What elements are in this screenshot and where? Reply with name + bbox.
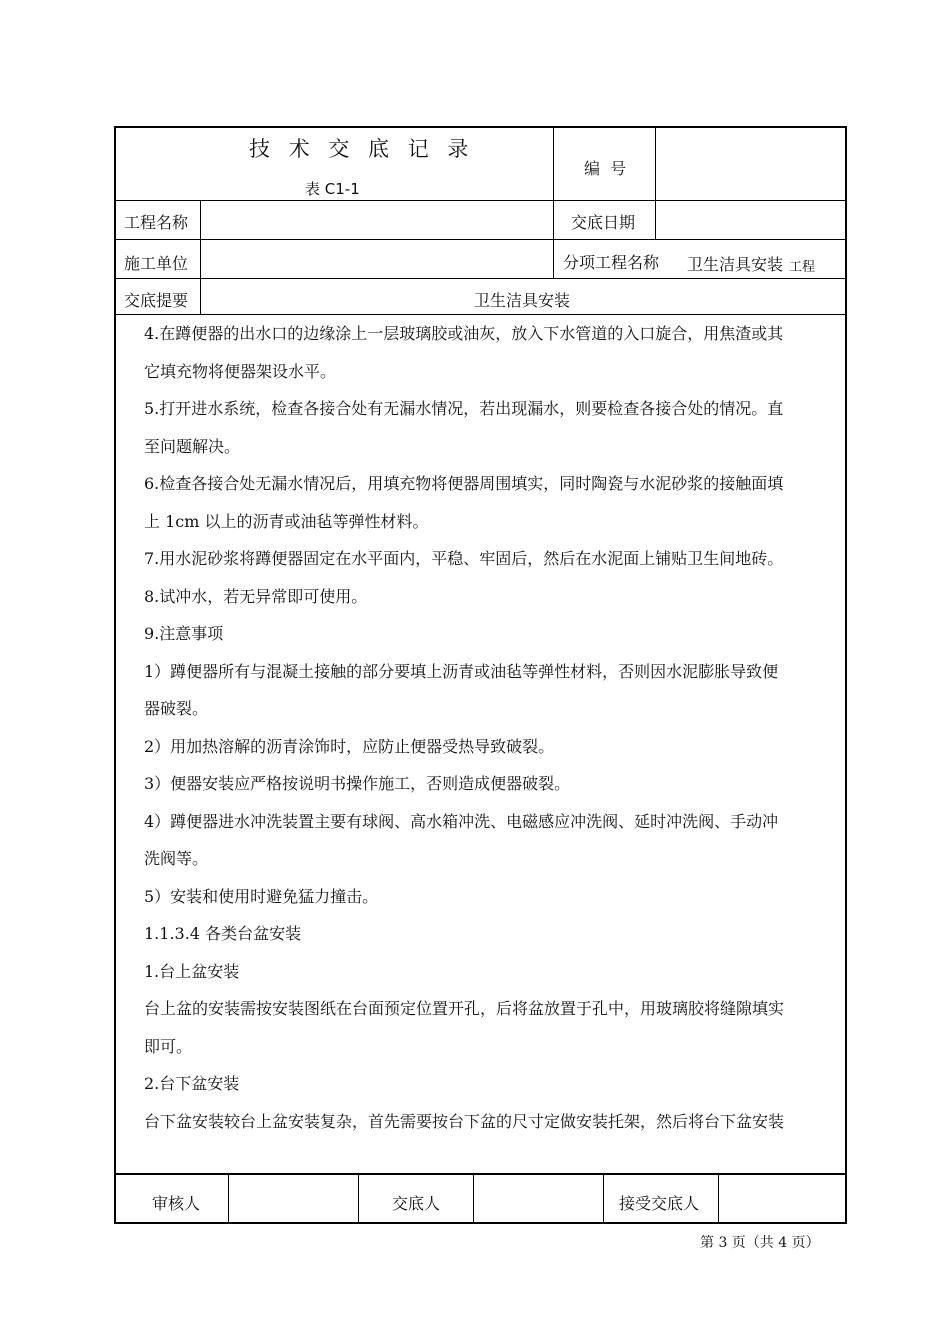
content-line: 即可。: [144, 1036, 193, 1056]
content-line: 4）蹲便器进水冲洗装置主要有球阀、高水箱冲洗、电磁感应冲洗阀、延时冲洗阀、手动冲: [144, 811, 779, 831]
content-line: 洗阀等。: [144, 849, 209, 868]
disclosure-content: [144, 315, 816, 1140]
content-line: 1.1.3.4 各类台盆安装: [144, 924, 302, 943]
row-divider: [114, 239, 847, 240]
project-name-label: 工程名称: [124, 213, 189, 232]
content-line: 1）蹲便器所有与混凝土接触的部分要填上沥青或油毡等弹性材料，否则因水泥膨胀导致便: [144, 661, 779, 681]
content-line: 4.在蹲便器的出水口的边缘涂上一层玻璃胶或油灰，放入下水管道的入口旋合，用焦渣或其: [144, 324, 784, 343]
subproject-label: 分项工程名称: [563, 253, 660, 272]
content-line: 5.打开进水系统，检查各接合处有无漏水情况，若出现漏水，则要检查各接合处的情况。直: [144, 399, 784, 418]
content-line: 8.试冲水，若无异常即可使用。: [144, 586, 368, 606]
receiver-label: 接受交底人: [619, 1194, 700, 1213]
content-line: 2.台下盆安装: [144, 1074, 240, 1093]
content-line: 7.用水泥砂浆将蹲便器固定在水平面内，平稳、牢固后，然后在水泥面上铺贴卫生间地砖。: [144, 549, 784, 568]
content-line: 台下盆安装较台上盆安装复杂，首先需要按台下盆的尺寸定做安装托架，然后将台下盆安装: [144, 1111, 785, 1131]
number-label: 编 号: [584, 159, 627, 178]
form-code: 表 C1-1: [305, 180, 360, 198]
subproject-suffix: 工程: [789, 260, 816, 275]
row-divider: [114, 1173, 847, 1175]
subproject-value[interactable]: 卫生洁具安装: [687, 255, 784, 274]
row-divider: [114, 278, 847, 279]
col-divider: [655, 126, 656, 239]
form-title: 技 术 交 底 记 录: [249, 137, 475, 161]
reviewer-label: 审核人: [152, 1194, 201, 1213]
col-divider: [718, 1174, 719, 1224]
col-divider: [228, 1174, 229, 1224]
content-line: 3）便器安装应严格按说明书操作施工，否则造成便器破裂。: [144, 774, 571, 793]
content-line: 上 1cm 以上的沥青或油毡等弹性材料。: [144, 511, 429, 531]
discloser-label: 交底人: [392, 1194, 441, 1213]
content-line: 5）安装和使用时避免猛力撞击。: [144, 886, 379, 906]
col-divider: [473, 1174, 474, 1224]
content-line: 器破裂。: [144, 699, 209, 718]
content-line: 2）用加热溶解的沥青涂饰时，应防止便器受热导致破裂。: [144, 736, 555, 756]
contractor-label: 施工单位: [124, 254, 189, 273]
row-divider: [114, 200, 847, 201]
col-divider: [358, 1174, 359, 1224]
content-line: 6.检查各接合处无漏水情况后，用填充物将便器周围填实，同时陶瓷与水泥砂浆的接触面填: [144, 474, 784, 493]
summary-value[interactable]: 卫生洁具安装: [474, 291, 571, 310]
content-line: 9.注意事项: [144, 624, 224, 643]
summary-label: 交底提要: [124, 291, 189, 310]
content-line: 台上盆的安装需按安装图纸在台面预定位置开孔，后将盆放置于孔中，用玻璃胶将缝隙填实: [144, 999, 785, 1018]
content-line: 至问题解决。: [144, 436, 241, 456]
content-line: 1.台上盆安装: [144, 961, 240, 981]
content-line: 它填充物将便器架设水平。: [144, 361, 337, 381]
col-divider: [200, 200, 201, 314]
col-divider: [553, 126, 554, 278]
page-number: 第 3 页（共 4 页）: [700, 1235, 820, 1251]
date-label: 交底日期: [571, 213, 636, 232]
col-divider: [603, 1174, 604, 1224]
